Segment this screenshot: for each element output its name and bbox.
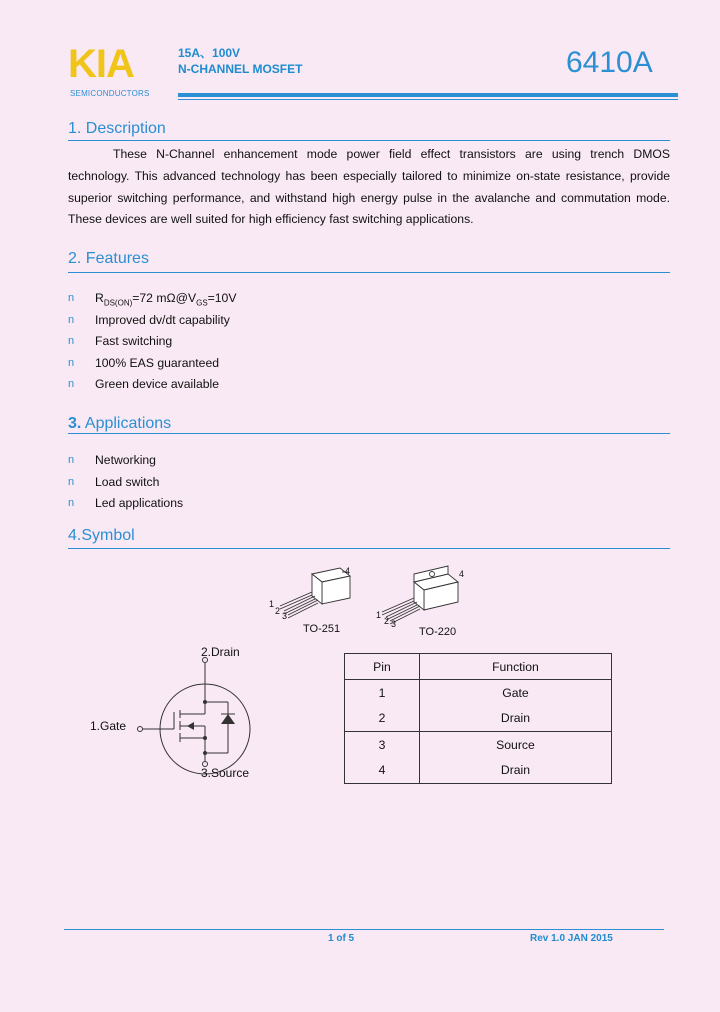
company-logo: KIA: [68, 42, 134, 86]
table-row: [345, 706, 612, 732]
pin-label: 3: [391, 619, 397, 629]
header-rule: [178, 93, 678, 97]
table-row: [345, 758, 612, 784]
bullet-icon: n: [68, 497, 75, 510]
description-paragraph: [68, 144, 670, 231]
list-item: n Networking: [68, 450, 183, 472]
list-item: n $R_{DS(ON)}=72$ $m\Omega@V_{GS}=10V$: [68, 288, 236, 310]
pin-label: 4: [345, 566, 351, 576]
features-list: [68, 288, 236, 396]
bullet-icon: n: [68, 454, 75, 466]
section-rule: [68, 548, 670, 549]
device-type: N-CHANNEL MOSFET: [178, 62, 303, 76]
diode-icon: [221, 714, 235, 724]
section-rule: [68, 433, 670, 434]
section-rule: [68, 140, 670, 141]
section-title-applications: [68, 415, 171, 433]
list-item: n Led applications: [68, 493, 183, 515]
table-cell: 4: [345, 758, 420, 784]
pin-label: 2: [275, 606, 281, 616]
gate-label: 1.Gate: [90, 719, 127, 733]
pin-label: 1: [376, 610, 382, 620]
footer-rule: [64, 929, 664, 930]
revision-info: Rev 1.0 JAN 2015: [530, 933, 613, 944]
table-cell: 1: [345, 680, 420, 706]
bullet-icon: n: [68, 292, 75, 304]
section-number: 2: [68, 250, 77, 267]
junction-dot: [203, 736, 207, 740]
list-item: n Fast switching: [68, 331, 236, 353]
description-text: These N-Channel enhancement mode power field effect transistors are using trench DMOS technology. This advanced technology has been especially tailored to minimize on-state resistance, provide superior switching performance, and withstand high energy pulse in the avalanche and commutation mode. These devices are well suited for high efficiency fast switching applications.: [68, 147, 670, 227]
section-label: Applications: [81, 415, 172, 432]
part-number: 6410A: [566, 46, 653, 79]
section-title-description: [68, 120, 166, 138]
source-label: 3.Source: [201, 766, 250, 780]
pin-label: 4: [459, 569, 465, 579]
package-label-to220: TO-220: [419, 626, 457, 638]
pin-function-table: [344, 653, 612, 784]
package-drawings: [262, 562, 482, 642]
table-header-cell: Function: [419, 654, 611, 680]
table-header-cell: Pin: [345, 654, 420, 680]
gate-terminal-icon: [138, 727, 143, 732]
header-rule-thin: [178, 99, 678, 100]
table-header-row: [345, 654, 612, 680]
bullet-icon: n: [68, 378, 75, 391]
section-number: 3.: [68, 415, 82, 432]
table-row: [345, 680, 612, 706]
list-item: n Green device available: [68, 374, 236, 396]
mosfet-schematic: [70, 640, 270, 785]
arrow-icon: [187, 722, 194, 730]
bullet-icon: n: [68, 313, 75, 326]
drain-label: 2.Drain: [201, 645, 240, 659]
junction-dot: [203, 751, 207, 755]
table-cell: Drain: [419, 706, 611, 732]
section-title-features: [68, 250, 149, 268]
table-cell: 3: [345, 732, 420, 758]
section-rule: [68, 272, 670, 273]
pin-label: 1: [269, 599, 275, 609]
table-cell: Gate: [419, 680, 611, 706]
list-item: n Load switch: [68, 472, 183, 494]
page-number: 1 of 5: [328, 933, 355, 944]
list-item: n Improved dv/dt capability: [68, 310, 236, 332]
applications-list: [68, 450, 183, 515]
section-title-symbol: 4.Symbol: [68, 527, 135, 544]
bullet-icon: n: [68, 356, 75, 369]
section-label: . Description: [76, 120, 166, 137]
table-cell: 2: [345, 706, 420, 732]
company-logo-subtitle: SEMICONDUCTORS: [70, 89, 150, 98]
to220-package-icon: [382, 566, 458, 624]
table-cell: Drain: [419, 758, 611, 784]
rating-spec: 15A、100V: [178, 46, 241, 60]
junction-dot: [203, 700, 207, 704]
table-cell: Source: [419, 732, 611, 758]
package-label-to251: TO-251: [303, 623, 341, 635]
pin-label: 2: [384, 616, 390, 626]
bullet-icon: n: [68, 475, 75, 488]
section-label: . Features: [76, 250, 149, 267]
list-item: n 100% EAS guaranteed: [68, 353, 236, 375]
section-number: 1: [68, 120, 77, 137]
to251-package-icon: [280, 568, 350, 618]
pin-label: 3: [282, 611, 288, 621]
table-row: [345, 732, 612, 758]
bullet-icon: n: [68, 335, 75, 348]
